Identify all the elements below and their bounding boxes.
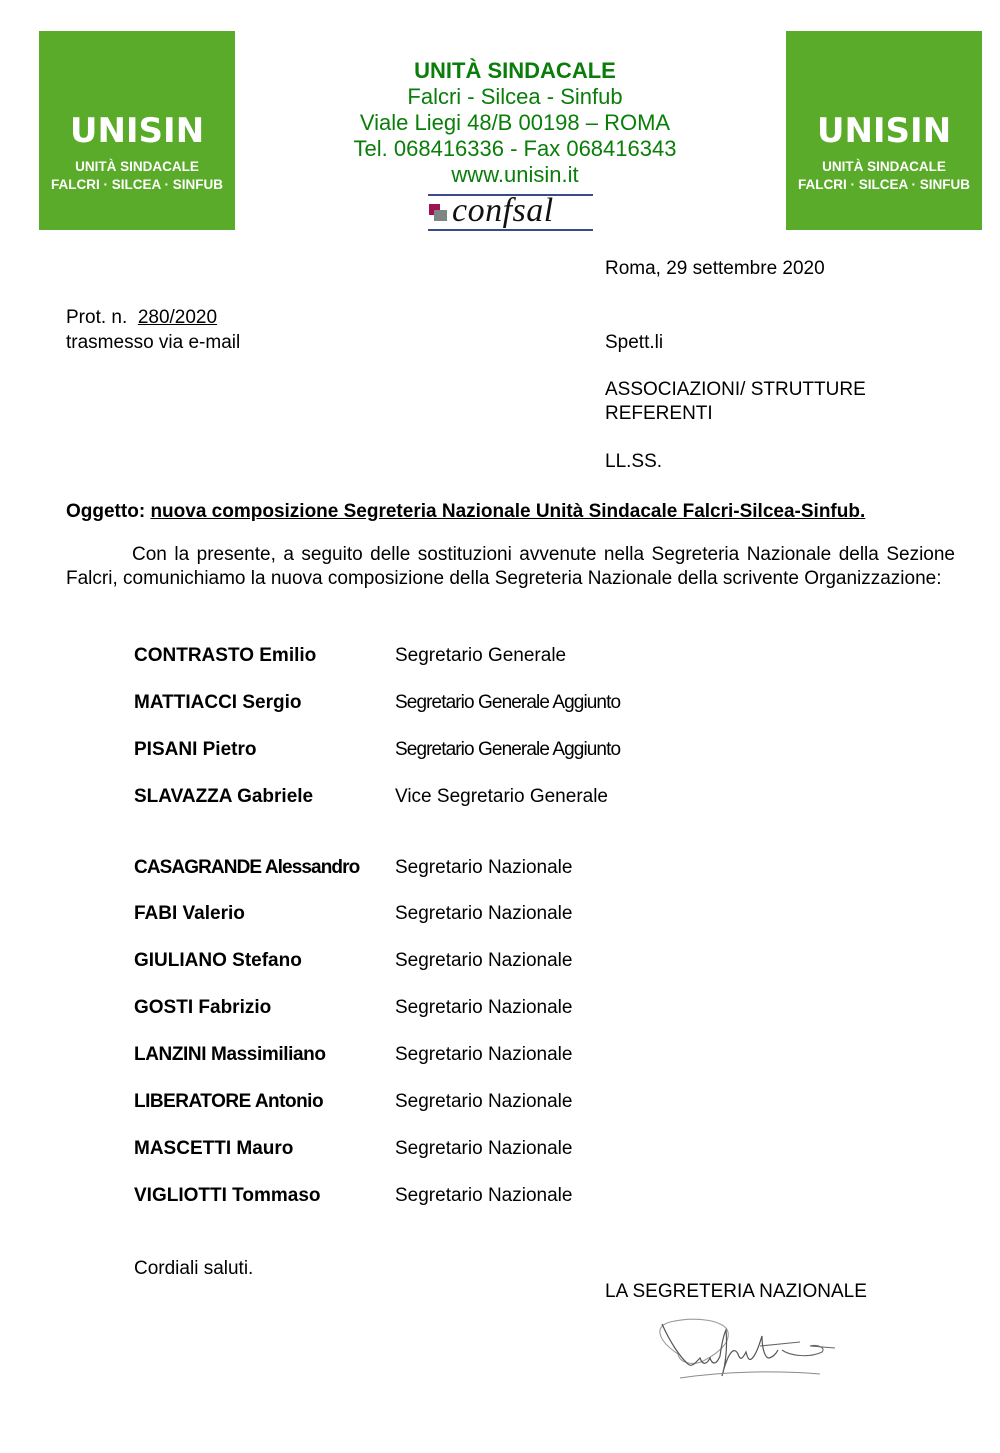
letterhead-phone-fax: Tel. 068416336 - Fax 068416343 <box>353 136 677 161</box>
recipient-salutation: Spett.li <box>605 332 664 353</box>
handwritten-signature <box>650 1312 880 1387</box>
member-role: Segretario Nazionale <box>395 1091 573 1112</box>
recipient-line-2: REFERENTI <box>605 403 713 424</box>
member-name: CASAGRANDE Alessandro <box>134 857 360 878</box>
member-role: Segretario Nazionale <box>395 1138 573 1159</box>
confsal-logo <box>428 192 593 234</box>
member-role: Segretario Nazionale <box>395 1044 573 1065</box>
body-text: Con la presente, a seguito delle sostituzioni avvenute nella Segreteria Nazionale della Sezione Falcri, comunichiamo la nuova composizione della Segreteria Nazionale della scrivente Organizzazione: <box>66 544 955 589</box>
member-role: Segretario Generale Aggiunto <box>395 739 621 760</box>
member-name: GIULIANO Stefano <box>134 950 302 971</box>
letterhead-website: www.unisin.it <box>451 162 579 187</box>
letterhead-title: UNITÀ SINDACALE <box>414 58 616 83</box>
member-name: LIBERATORE Antonio <box>134 1091 324 1112</box>
confsal-bottom-rule <box>428 229 593 231</box>
subject-line <box>66 501 865 523</box>
logo-line-2: FALCRI · SILCEA · SINFUB <box>798 177 970 192</box>
transmission-note: trasmesso via e-mail <box>66 332 241 353</box>
subject-label: Oggetto: <box>66 501 146 522</box>
subject-text: nuova composizione Segreteria Nazionale Unità Sindacale Falcri-Silcea-Sinfub. <box>150 501 866 522</box>
member-name: PISANI Pietro <box>134 739 257 760</box>
logo-brand: UNISIN <box>69 111 205 151</box>
member-role: Segretario Generale <box>395 645 567 666</box>
logo-line-2: FALCRI · SILCEA · SINFUB <box>51 177 223 192</box>
date-line: Roma, 29 settembre 2020 <box>605 258 825 279</box>
unisin-logo-left <box>39 31 235 230</box>
member-role: Segretario Nazionale <box>395 1185 573 1206</box>
logo-brand: UNISIN <box>816 111 952 151</box>
body-paragraph <box>66 543 955 591</box>
member-name: MASCETTI Mauro <box>134 1138 294 1159</box>
protocol-line <box>66 307 217 329</box>
signatory: LA SEGRETERIA NAZIONALE <box>605 1281 867 1302</box>
member-name: MATTIACCI Sergio <box>134 692 302 713</box>
logo-line-1: UNITÀ SINDACALE <box>75 159 199 174</box>
member-role: Segretario Generale Aggiunto <box>395 692 621 713</box>
confsal-square-icon <box>434 210 447 221</box>
letterhead-sections: Falcri - Silcea - Sinfub <box>407 84 623 109</box>
member-name: LANZINI Massimiliano <box>134 1044 326 1065</box>
recipient-line-3: LL.SS. <box>605 451 663 472</box>
member-name: SLAVAZZA Gabriele <box>134 786 314 807</box>
logo-line-1: UNITÀ SINDACALE <box>822 159 946 174</box>
recipient-line-1: ASSOCIAZIONI/ STRUTTURE <box>605 379 866 400</box>
unisin-logo-right <box>786 31 982 230</box>
letterhead <box>300 58 730 188</box>
member-role: Segretario Nazionale <box>395 997 573 1018</box>
closing-greeting: Cordiali saluti. <box>134 1258 254 1279</box>
member-name: CONTRASTO Emilio <box>134 645 317 666</box>
letterhead-address: Viale Liegi 48/B 00198 – ROMA <box>359 110 671 135</box>
protocol-label: Prot. n. <box>66 307 128 328</box>
member-name: FABI Valerio <box>134 903 245 924</box>
member-name: GOSTI Fabrizio <box>134 997 272 1018</box>
member-role: Segretario Nazionale <box>395 950 573 971</box>
member-name: VIGLIOTTI Tommaso <box>134 1185 321 1206</box>
member-role: Segretario Nazionale <box>395 857 573 878</box>
confsal-wordmark: confsal <box>452 192 554 229</box>
member-role: Vice Segretario Generale <box>395 786 608 807</box>
protocol-number: 280/2020 <box>137 307 218 328</box>
member-role: Segretario Nazionale <box>395 903 573 924</box>
